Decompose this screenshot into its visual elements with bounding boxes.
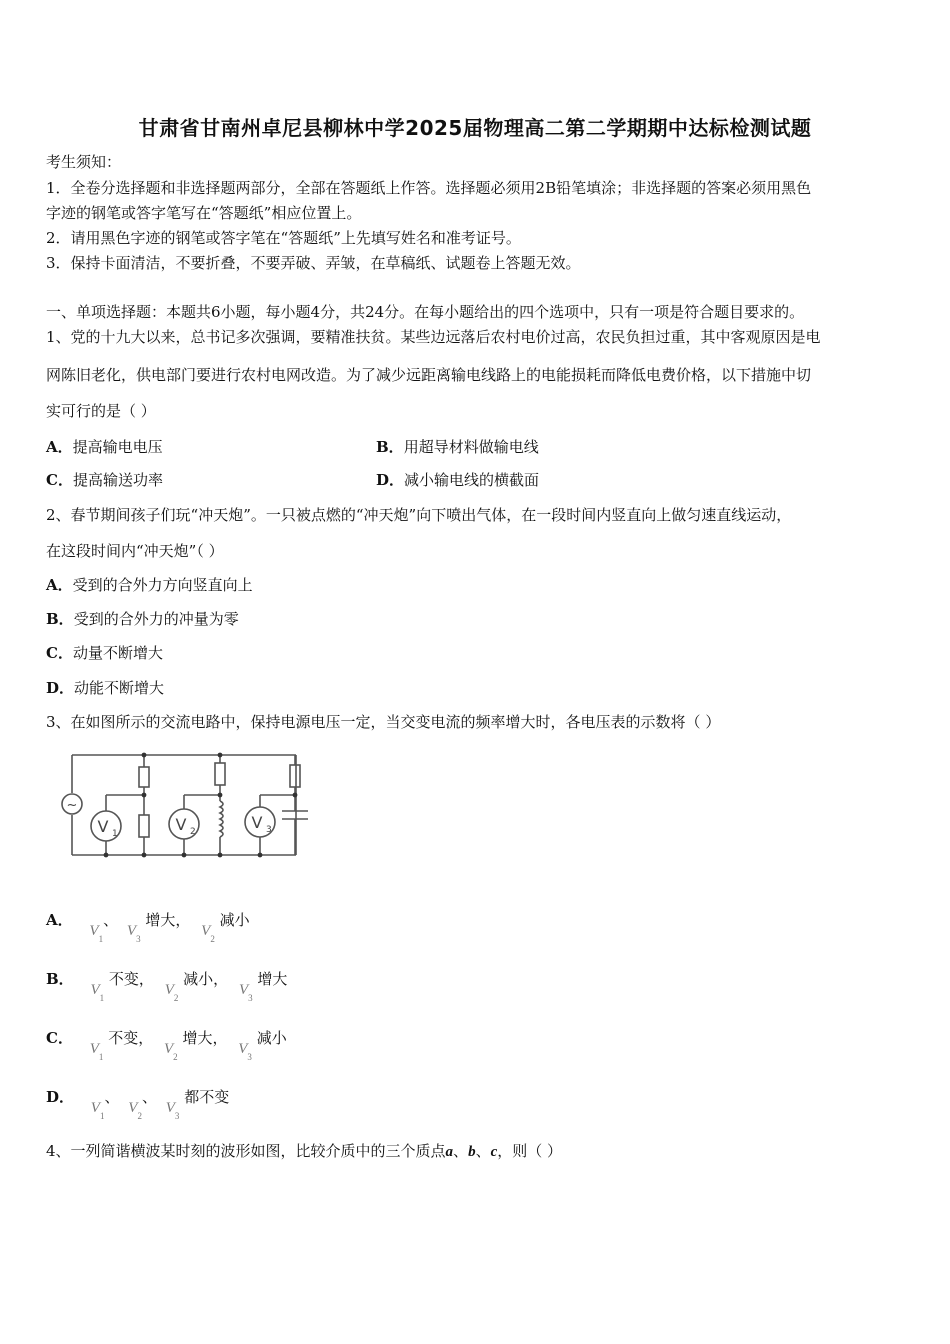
option-text: 减小， bbox=[183, 970, 229, 988]
q4-stem-text: ，则（ ） bbox=[497, 1142, 563, 1160]
var-v2: $V_2$ bbox=[201, 923, 215, 944]
option-letter: B． bbox=[376, 438, 404, 456]
q3-option-c[interactable] bbox=[46, 1024, 287, 1062]
q1-stem-line: 1、党的十九大以来，总书记多次强调，要精准扶贫。某些边远落后农村电价过高，农民负担过重，其中客观原因是电 bbox=[46, 328, 821, 346]
point-a-label: a bbox=[445, 1144, 454, 1160]
var-v1: $V_1$ bbox=[89, 1041, 104, 1062]
option-letter: C． bbox=[46, 644, 73, 662]
resistor-icon bbox=[215, 763, 225, 785]
option-text: 用超导材料做输电线 bbox=[403, 438, 539, 456]
var-v1: $V_1$ bbox=[90, 982, 105, 1003]
separator: 、 bbox=[103, 911, 119, 929]
meter-sub: 3 bbox=[266, 825, 272, 835]
q3-stem: 3、在如图所示的交流电路中，保持电源电压一定，当交变电流的频率增大时，各电压表的示数将（ ） bbox=[46, 713, 721, 731]
option-text: 都不变 bbox=[184, 1088, 230, 1106]
separator: 、 bbox=[475, 1142, 491, 1160]
var-v1: $V_1$ bbox=[90, 1100, 105, 1121]
option-text: 受到的合外力方向竖直向上 bbox=[72, 576, 253, 594]
notice-line: 1．全卷分选择题和非选择题两部分，全部在答题纸上作答。选择题必须用2B铅笔填涂；非选择题的答案必须用黑色 bbox=[46, 179, 812, 197]
notice-line: 3．保持卡面清洁，不要折叠，不要弄破、弄皱，在草稿纸、试题卷上答题无效。 bbox=[46, 254, 581, 272]
option-letter: D． bbox=[46, 1088, 75, 1106]
option-letter: C． bbox=[46, 471, 73, 489]
q1-option-c[interactable] bbox=[46, 470, 163, 490]
page-title: 甘肃省甘南州卓尼县柳林中学2025届物理高二第二学期期中达标检测试题 bbox=[138, 116, 812, 140]
meter-sub: 2 bbox=[190, 827, 196, 837]
option-letter: B． bbox=[46, 970, 74, 988]
option-text: 动能不断增大 bbox=[74, 679, 165, 697]
q2-option-d[interactable] bbox=[46, 678, 164, 698]
separator: 、 bbox=[453, 1142, 469, 1160]
q2-option-a[interactable] bbox=[46, 575, 253, 595]
q1-stem-line: 实可行的是（ ） bbox=[46, 402, 156, 420]
option-letter: A． bbox=[46, 576, 73, 594]
meter-label: V bbox=[97, 817, 109, 836]
option-text: 减小 bbox=[219, 911, 250, 929]
notice-line: 2．请用黑色字迹的钢笔或答字笔在“答题纸”上先填写姓名和准考证号。 bbox=[46, 229, 521, 247]
resistor-icon bbox=[290, 765, 300, 787]
q4-stem bbox=[46, 1141, 562, 1162]
option-text: 增大， bbox=[182, 1029, 228, 1047]
option-text: 不变， bbox=[108, 970, 154, 988]
option-letter: A． bbox=[46, 911, 73, 929]
ac-source-label: ~ bbox=[66, 798, 78, 813]
option-letter: B． bbox=[46, 610, 74, 628]
notice-heading: 考生须知： bbox=[46, 153, 122, 171]
option-text: 减小输电线的横截面 bbox=[404, 471, 540, 489]
option-text: 减小 bbox=[256, 1029, 287, 1047]
q3-option-d[interactable] bbox=[46, 1083, 230, 1121]
q1-option-b[interactable] bbox=[376, 437, 539, 457]
q2-option-c[interactable] bbox=[46, 643, 163, 663]
option-text: 动量不断增大 bbox=[72, 644, 163, 662]
q2-option-b[interactable] bbox=[46, 609, 239, 629]
var-v3: $V_3$ bbox=[126, 923, 141, 944]
section-heading: 一、单项选择题：本题共6小题，每小题4分，共24分。在每小题给出的四个选项中，只有一项是符合题目要求的。 bbox=[46, 303, 805, 321]
notice-line: 字迹的钢笔或答字笔写在“答题纸”相应位置上。 bbox=[46, 204, 362, 222]
var-v3: $V_3$ bbox=[165, 1100, 180, 1121]
point-c-label: c bbox=[490, 1144, 498, 1160]
q3-option-b[interactable] bbox=[46, 965, 288, 1003]
option-letter: D． bbox=[376, 471, 405, 489]
q3-option-a[interactable] bbox=[46, 906, 250, 944]
resistor-icon bbox=[139, 815, 149, 837]
option-text: 提高输送功率 bbox=[72, 471, 163, 489]
option-text: 增大， bbox=[145, 911, 191, 929]
var-v2: $V_2$ bbox=[163, 1041, 178, 1062]
option-text: 增大 bbox=[257, 970, 288, 988]
resistor-icon bbox=[139, 767, 149, 787]
q1-stem-line: 网陈旧老化，供电部门要进行农村电网改造。为了减少远距离输电线路上的电能损耗而降低电费价格，以下措施中切 bbox=[46, 366, 812, 384]
var-v1: $V_1$ bbox=[89, 923, 104, 944]
option-letter: D． bbox=[46, 679, 75, 697]
var-v3: $V_3$ bbox=[238, 982, 253, 1003]
ac-circuit-diagram bbox=[58, 745, 318, 863]
separator: 、 bbox=[141, 1088, 157, 1106]
inductor-icon bbox=[220, 801, 223, 837]
var-v3: $V_3$ bbox=[238, 1041, 252, 1062]
meter-label: V bbox=[251, 813, 263, 832]
option-letter: C． bbox=[46, 1029, 73, 1047]
meter-label: V bbox=[175, 815, 187, 834]
q1-option-d[interactable] bbox=[376, 470, 539, 490]
q2-stem-line: 在这段时间内“冲天炮”（ ） bbox=[46, 542, 224, 560]
q2-stem-line: 2、春节期间孩子们玩“冲天炮”。一只被点燃的“冲天炮”向下喷出气体，在一段时间内竖直向上做匀速直线运动， bbox=[46, 506, 792, 524]
meter-sub: 1 bbox=[112, 829, 118, 839]
option-text: 受到的合外力的冲量为零 bbox=[73, 610, 239, 628]
option-text: 不变， bbox=[108, 1029, 154, 1047]
q4-stem-text: 4、一列简谐横波某时刻的波形如图，比较介质中的三个质点 bbox=[46, 1142, 446, 1160]
separator: 、 bbox=[104, 1088, 120, 1106]
point-b-label: b bbox=[468, 1144, 476, 1160]
option-text: 提高输电电压 bbox=[72, 438, 163, 456]
var-v2: $V_2$ bbox=[128, 1100, 142, 1121]
q1-option-a[interactable] bbox=[46, 437, 163, 457]
var-v2: $V_2$ bbox=[164, 982, 179, 1003]
option-letter: A． bbox=[46, 438, 73, 456]
